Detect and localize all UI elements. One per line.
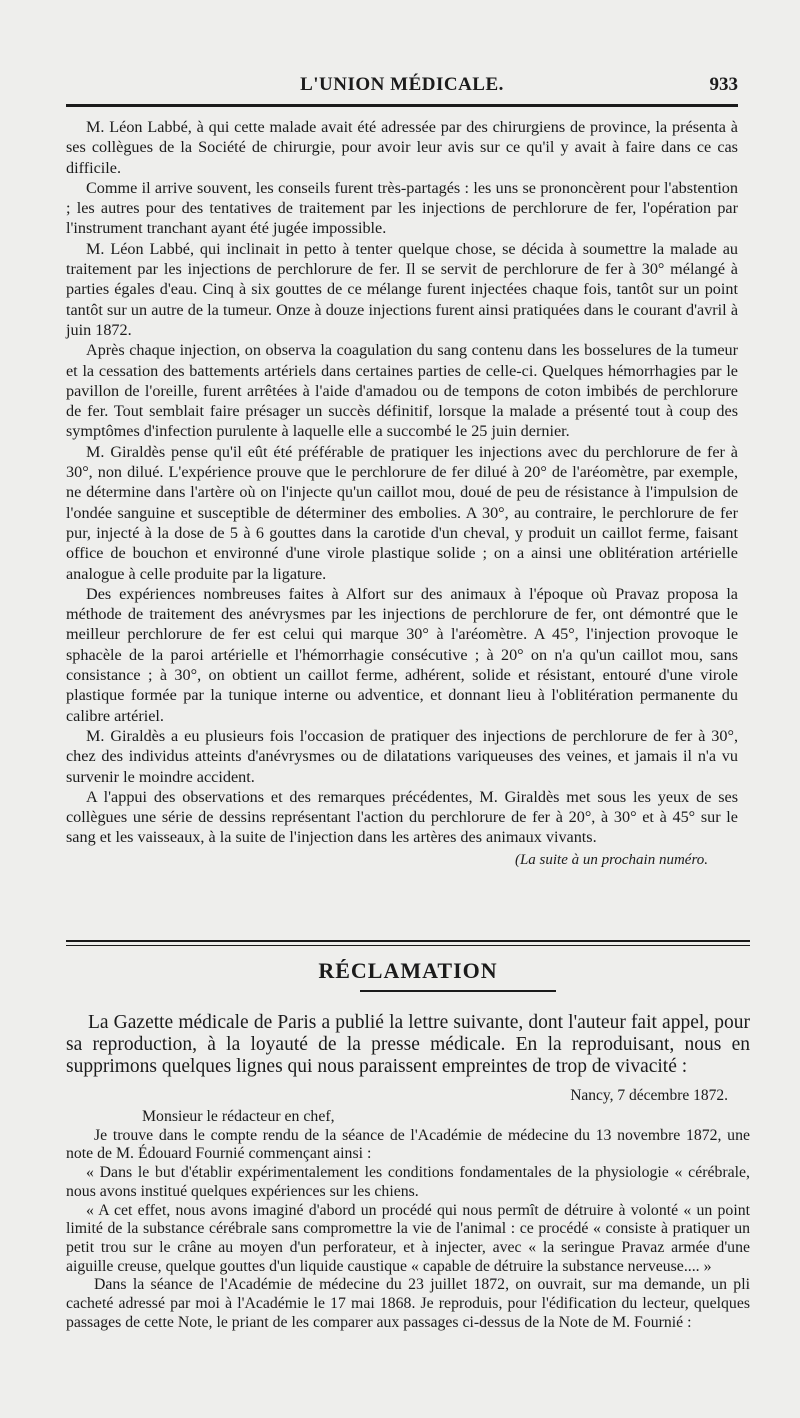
section-title: RÉCLAMATION bbox=[318, 958, 498, 983]
letter-dateline: Nancy, 7 décembre 1872. bbox=[570, 1087, 728, 1104]
page-number: 933 bbox=[709, 74, 738, 95]
paragraph: A l'appui des observations et des remarques précédentes, M. Giraldès met sous les yeux de ses collègues une série de dessins représentant l'action du perchlorure de fer à 20°, à 30° et à 45° sur le sang et les vaisseaux, à la suite de l'injection dans les artères des animaux vivants. bbox=[66, 787, 738, 847]
running-title: L'UNION MÉDICALE. bbox=[300, 74, 504, 95]
paragraph: M. Giraldès pense qu'il eût été préférable de pratiquer les injections avec du perchlorure de fer à 30°, non dilué. L'expérience prouve que le perchlorure de fer dilué à 20° de l'aréomètre, par exemple, ne détermine dans l'artère où on l'injecte qu'un caillot mou, doué de peu de résistance à l'impulsion de l'ondée sanguine et susceptible de déterminer des embolies. A 30°, au contraire, le perchlorure de fer pur, injecté à la dose de 5 à 6 gouttes dans la carotide d'un cheval, y produit un caillot ferme, faisant office de bouchon et environné d'une virole plastique solide ; on a ainsi une oblitération artérielle analogue à celle produite par la ligature. bbox=[66, 442, 738, 583]
continuation-note: (La suite à un prochain numéro. bbox=[514, 851, 708, 868]
paragraph: M. Giraldès a eu plusieurs fois l'occasion de pratiquer des injections de perchlorure de fer à 30°, chez des individus atteints d'anévrysmes ou de dilatations variqueuses des veines, et jamais il n'a vu survenir le moindre accident. bbox=[66, 726, 738, 786]
page-header bbox=[66, 72, 738, 102]
letter-quote: « Dans le but d'établir expérimentalement les conditions fondamentales de la physiologie « cérébrale, nous avons institué quelques expériences sur les chiens. bbox=[66, 1164, 750, 1200]
paragraph: M. Léon Labbé, qui inclinait in petto à tenter quelque chose, se décida à soumettre la malade au traitement par les injections de perchlorure de fer. Il se servit de perchlorure de fer à 30° mélangé à parties égales d'eau. Cinq à six gouttes de ce mélange furent injectées chaque fois, tantôt sur un point tantôt sur un autre de la tumeur. Onze à douze injections furent ainsi pratiquées dans le courant d'avril à juin 1872. bbox=[66, 239, 738, 339]
article-body bbox=[66, 117, 738, 870]
letter-salutation: Monsieur le rédacteur en chef, bbox=[142, 1108, 335, 1125]
intro-paragraph: La Gazette médicale de Paris a publié la lettre suivante, dont l'auteur fait appel, pour sa reproduction, à la loyauté de la presse médicale. En la reproduisant, nous en supprimons quelques lignes qui nous paraissent empreintes de trop de vivacité : bbox=[66, 1012, 750, 1077]
header-rule bbox=[66, 104, 738, 107]
section-divider bbox=[66, 940, 750, 949]
paragraph: Des expériences nombreuses faites à Alfort sur des animaux à l'époque où Pravaz proposa la méthode de traitement des anévrysmes par les injections de perchlorure de fer, ont démontré que le meilleur perchlorure de fer est celui qui marque 30° à l'aréomètre. A 45°, l'injection provoque le sphacèle de la paroi artérielle et l'hémorrhagie consécutive ; à 20° on n'a qu'un caillot mou, sans consistance ; à 30°, on obtient un caillot ferme, adhérent, solide et résistant, entouré d'une virole plastique formée par la tunique interne ou adventice, et donnant lieu à l'oblitération permanente du calibre artériel. bbox=[66, 584, 738, 725]
paragraph: Après chaque injection, on observa la coagulation du sang contenu dans les bosselures de la tumeur et la cessation des battements artériels dans certaines parties de celle-ci. Quelques hémorrhagies par le pavillon de l'oreille, furent arrêtées à l'aide d'amadou ou de tempons de coton imbibés de perchlorure de fer. Tout semblait faire présager un succès définitif, lorsque la malade a présenté tout à coup des symptômes d'infection purulente à laquelle elle a succombé le 25 juin dernier. bbox=[66, 341, 738, 441]
letter-paragraph: Je trouve dans le compte rendu de la séance de l'Académie de médecine du 13 novembre 1872, une note de M. Édouard Fournié commençant ainsi : bbox=[66, 1126, 750, 1163]
letter-quote: « A cet effet, nous avons imaginé d'abord un procédé qui nous permît de détruire à volonté « un point limité de la substance cérébrale sans compromettre la vie de l'animal : ce procédé « consiste à pratiquer un petit trou sur le crâne au moyen d'un perforateur, et à injecter, avec « la seringue Pravaz armée d'une aiguille creuse, quelque gouttes d'un liquide caustique « capable de détruire la substance nerveuse.... » bbox=[66, 1201, 750, 1275]
letter-paragraph: Dans la séance de l'Académie de médecine du 23 juillet 1872, on ouvrait, sur ma demande, un pli cacheté adressé par moi à l'Académie le 17 mai 1868. Je reproduis, pour l'édification du lecteur, quelques passages de cette Note, le priant de les comparer aux passages ci-dessus de la Note de M. Fournié : bbox=[66, 1276, 750, 1331]
paragraph: M. Léon Labbé, à qui cette malade avait été adressée par des chirurgiens de province, la présenta à ses collègues de la Société de chirurgie, pour avoir leur avis sur ce qu'il y avait à faire dans ce cas difficile. bbox=[66, 118, 738, 177]
paragraph: Comme il arrive souvent, les conseils furent très-partagés : les uns se prononcèrent pour l'abstention ; les autres pour des tentatives de traitement par les injections de perchlorure de fer, l'opération par l'instrument tranchant ayant été jugée impossible. bbox=[66, 178, 738, 238]
letter-body bbox=[66, 1108, 750, 1332]
title-underline bbox=[360, 990, 556, 992]
